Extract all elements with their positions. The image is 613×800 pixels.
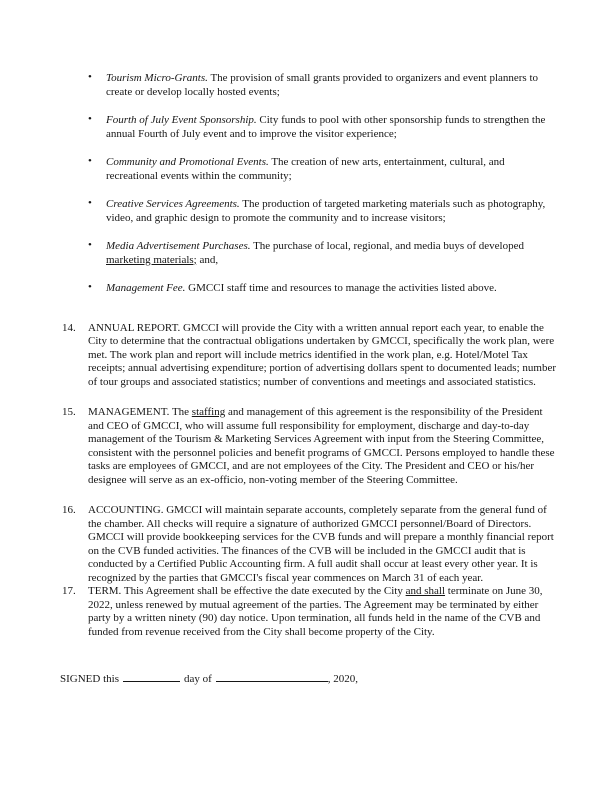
section-heading: MANAGEMENT.	[88, 406, 170, 418]
signature-month-blank	[216, 671, 328, 682]
section-number: 15.	[62, 406, 76, 418]
bullet-title: Community and Promotional Events.	[106, 156, 269, 168]
bullet-marker: •	[88, 281, 92, 293]
bullet-body: The purchase of local, regional, and media buys of developed	[253, 240, 524, 252]
bullet-body: GMCCI staff time and resources to manage the activities listed above.	[188, 282, 497, 294]
bullet-body: The creation of new arts, entertainment, cultural, and recreational events within the community;	[106, 156, 505, 182]
list-item	[60, 282, 557, 296]
list-item	[60, 240, 557, 267]
section-number: 16.	[62, 504, 76, 516]
bullet-marker: •	[88, 155, 92, 167]
section-term	[60, 585, 557, 639]
signature-day-blank	[123, 671, 180, 682]
section-accounting	[60, 504, 557, 585]
section-body: and management of this agreement is the responsibility of the President and CEO of GMCCI, who will assume full responsibility for employment, discharge and day-to-day management of the Tourism & Marketing Services Agreement with input from the Steering Committee, consistent with the personnel policies and benefit programs of GMCCI. Persons employed to handle these tasks are employees of GMCCI, and are not employees of the City. The President and CEO or his/her designee will serve as an ex-officio, non-voting member of the Steering Committee.	[88, 406, 555, 486]
bullet-title: Fourth of July Event Sponsorship.	[106, 114, 257, 126]
bullet-title: Creative Services Agreements.	[106, 198, 240, 210]
list-item	[60, 114, 557, 141]
section-management	[60, 406, 557, 487]
bullet-body: City funds to pool with other sponsorship funds to strengthen the annual Fourth of July event and to improve the visitor experience;	[106, 114, 546, 140]
bullet-marker: •	[88, 239, 92, 251]
section-body: terminate on June 30, 2022, unless renewed by mutual agreement of the parties. The Agreement may be terminated by either party by a written ninety (90) day notice. Upon termination, all funds held in the name of the CVB and funded from revenue received from the City shall become property of the City.	[88, 585, 543, 638]
section-heading: TERM.	[88, 585, 122, 597]
section-body: GMCCI will maintain separate accounts, completely separate from the general fund of the chamber. All checks will require a signature of authorized GMCCI personnel/Board of Directors. GMCCI will provide bookkeeping services for the CVB funds and will prepare a monthly financial report on the CVB funded activities. The finances of the CVB will be included in the GMCCI audit that is conducted by a Certified Public Accounting firm. A full audit shall occur at least every other year. It is recognized by the parties that GMCCI's fiscal year commences on March 31 of each year.	[88, 504, 554, 584]
bullet-marker: •	[88, 71, 92, 83]
section-number: 17.	[62, 585, 76, 597]
bullet-body: The provision of small grants provided to organizers and event planners to create or develop locally hosted events;	[106, 72, 539, 98]
bullet-title: Management Fee.	[106, 282, 186, 294]
underlined-phrase: and shall	[405, 585, 446, 597]
section-annual-report	[60, 322, 557, 390]
bullet-body: and,	[196, 253, 219, 266]
signature-suffix: , 2020,	[327, 673, 359, 685]
section-number: 14.	[62, 321, 76, 334]
signature-line	[60, 671, 557, 687]
underlined-phrase: staffing	[191, 406, 226, 418]
underlined-phrase: marketing materials;	[106, 253, 197, 266]
bullet-title: Media Advertisement Purchases.	[106, 240, 251, 252]
section-body: The	[171, 406, 192, 418]
list-item	[60, 198, 557, 225]
section-body: GMCCI will provide the City with a written annual report each year, to enable the City to determine that the contractual obligations undertaken by GMCCI, specifically the work plan, were met. The work plan and report will include metrics identified in the work plan, e.g. Hotel/Motel Tax receipts; annual advertising expenditure; portion of advertising dollars spent to documented leads; number of tour groups and associated statistics; number of conventions and meetings and associated statistics.	[88, 321, 556, 388]
bullet-marker: •	[88, 197, 92, 209]
list-item	[60, 72, 557, 99]
section-body: This Agreement shall be effective the date executed by the City	[123, 585, 406, 597]
bullet-title: Tourism Micro-Grants.	[106, 72, 208, 84]
bullet-marker: •	[88, 113, 92, 125]
section-heading: ACCOUNTING.	[88, 504, 164, 516]
funding-items-bullet-list	[60, 72, 557, 296]
signature-prefix: SIGNED this	[60, 673, 119, 685]
signature-middle: day of	[183, 673, 212, 685]
section-heading: ANNUAL REPORT.	[88, 321, 181, 334]
numbered-sections-list	[60, 322, 557, 640]
bullet-body: The production of targeted marketing materials such as photography, video, and graphic design to promote the community and to increase visitors;	[106, 198, 546, 224]
list-item	[60, 156, 557, 183]
